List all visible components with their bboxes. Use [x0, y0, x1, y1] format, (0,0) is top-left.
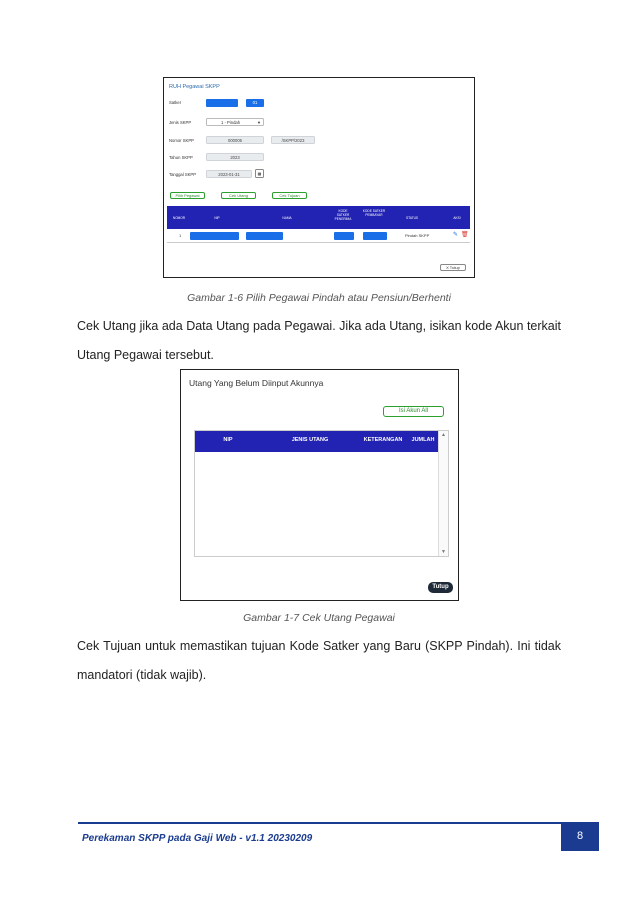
- tahun-skpp-label: Tahun SKPP: [169, 155, 193, 160]
- row-nomor: 1: [179, 233, 182, 238]
- satker-label: Satker: [169, 100, 182, 105]
- col-nama: NAMA: [282, 216, 292, 220]
- close-button[interactable]: X Tutup: [440, 264, 466, 271]
- cek-utang-button[interactable]: Cek Utang: [221, 192, 256, 199]
- col-kode-pembayar: KODE SATKER PEMBAYAR: [362, 209, 386, 217]
- form-title: RUH Pegawai SKPP: [169, 84, 220, 90]
- row-nip-redacted: [190, 232, 239, 240]
- col-nomor: NOMOR: [172, 216, 186, 220]
- utang-table: [194, 430, 449, 557]
- figure-pilih-pegawai: [163, 77, 475, 278]
- dialog-title: Utang Yang Belum Diinput Akunnya: [189, 378, 324, 388]
- jenis-skpp-value: 1 - Pindah: [221, 120, 241, 125]
- isi-akun-all-button[interactable]: Isi Akun All: [383, 406, 444, 417]
- calendar-icon[interactable]: ▦: [255, 169, 264, 178]
- satker-field[interactable]: [206, 99, 238, 107]
- footer-text: Perekaman SKPP pada Gaji Web - v1.1 20230209: [82, 833, 313, 844]
- table-header: [167, 206, 470, 229]
- paragraph-cek-tujuan: Cek Tujuan untuk memastikan tujuan Kode Satker yang Baru (SKPP Pindah). Ini tidak mandatori (tidak wajib).: [77, 639, 561, 682]
- col-jumlah: JUMLAH: [411, 437, 435, 443]
- vertical-scrollbar[interactable]: [438, 431, 448, 556]
- pilih-pegawai-button[interactable]: Pilih Pegawai: [170, 192, 205, 199]
- nomor-skpp-label: Nomor SKPP: [169, 138, 194, 143]
- scroll-up-icon[interactable]: ▲: [441, 432, 446, 438]
- jenis-skpp-select[interactable]: [206, 118, 264, 126]
- tutup-button[interactable]: Tutup: [428, 582, 453, 593]
- nomor-skpp-field[interactable]: 000005: [206, 136, 264, 144]
- scroll-down-icon[interactable]: ▼: [441, 549, 446, 555]
- chevron-down-icon: ▼: [257, 120, 261, 125]
- col-status: STATUS: [405, 216, 419, 220]
- row-kode-pembayar-redacted: [363, 232, 387, 240]
- col-nip: NIP: [223, 437, 233, 443]
- caption-figure-1-6: Gambar 1-6 Pilih Pegawai Pindah atau Pensiun/Berhenti: [187, 292, 451, 304]
- col-aksi: AKSI: [453, 216, 461, 220]
- paragraph-cek-utang: Cek Utang jika ada Data Utang pada Pegawai. Jika ada Utang, isikan kode Akun terkait Utang Pegawai tersebut.: [77, 319, 561, 362]
- tahun-skpp-field[interactable]: 2023: [206, 153, 264, 161]
- nomor-skpp-suffix: /SKPP/2023: [271, 136, 315, 144]
- satker-button[interactable]: 01: [246, 99, 264, 107]
- edit-icon[interactable]: ✎: [453, 232, 459, 238]
- col-nip: NIP: [214, 216, 220, 220]
- delete-icon[interactable]: 🗑: [461, 232, 469, 238]
- tanggal-skpp-label: Tanggal SKPP: [169, 172, 197, 177]
- col-jenis-utang: JENIS UTANG: [291, 437, 329, 443]
- row-kode-penerima-redacted: [334, 232, 354, 240]
- figure-cek-utang: [180, 369, 459, 601]
- table-header: [195, 431, 439, 452]
- row-status: Pindah SKPP: [405, 233, 430, 238]
- table-row: [167, 229, 470, 243]
- page-number: 8: [561, 822, 599, 851]
- row-nama-redacted: [246, 232, 283, 240]
- col-keterangan: KETERANGAN: [363, 437, 403, 443]
- cek-tujuan-button[interactable]: Cek Tujuan: [272, 192, 307, 199]
- caption-figure-1-7: Gambar 1-7 Cek Utang Pegawai: [243, 612, 395, 624]
- col-kode-penerima: KODE SATKER PENERIMA: [334, 209, 352, 221]
- jenis-skpp-label: Jenis SKPP: [169, 120, 192, 125]
- footer-rule: [78, 822, 561, 824]
- tanggal-skpp-field[interactable]: 2023-01-31: [206, 170, 252, 178]
